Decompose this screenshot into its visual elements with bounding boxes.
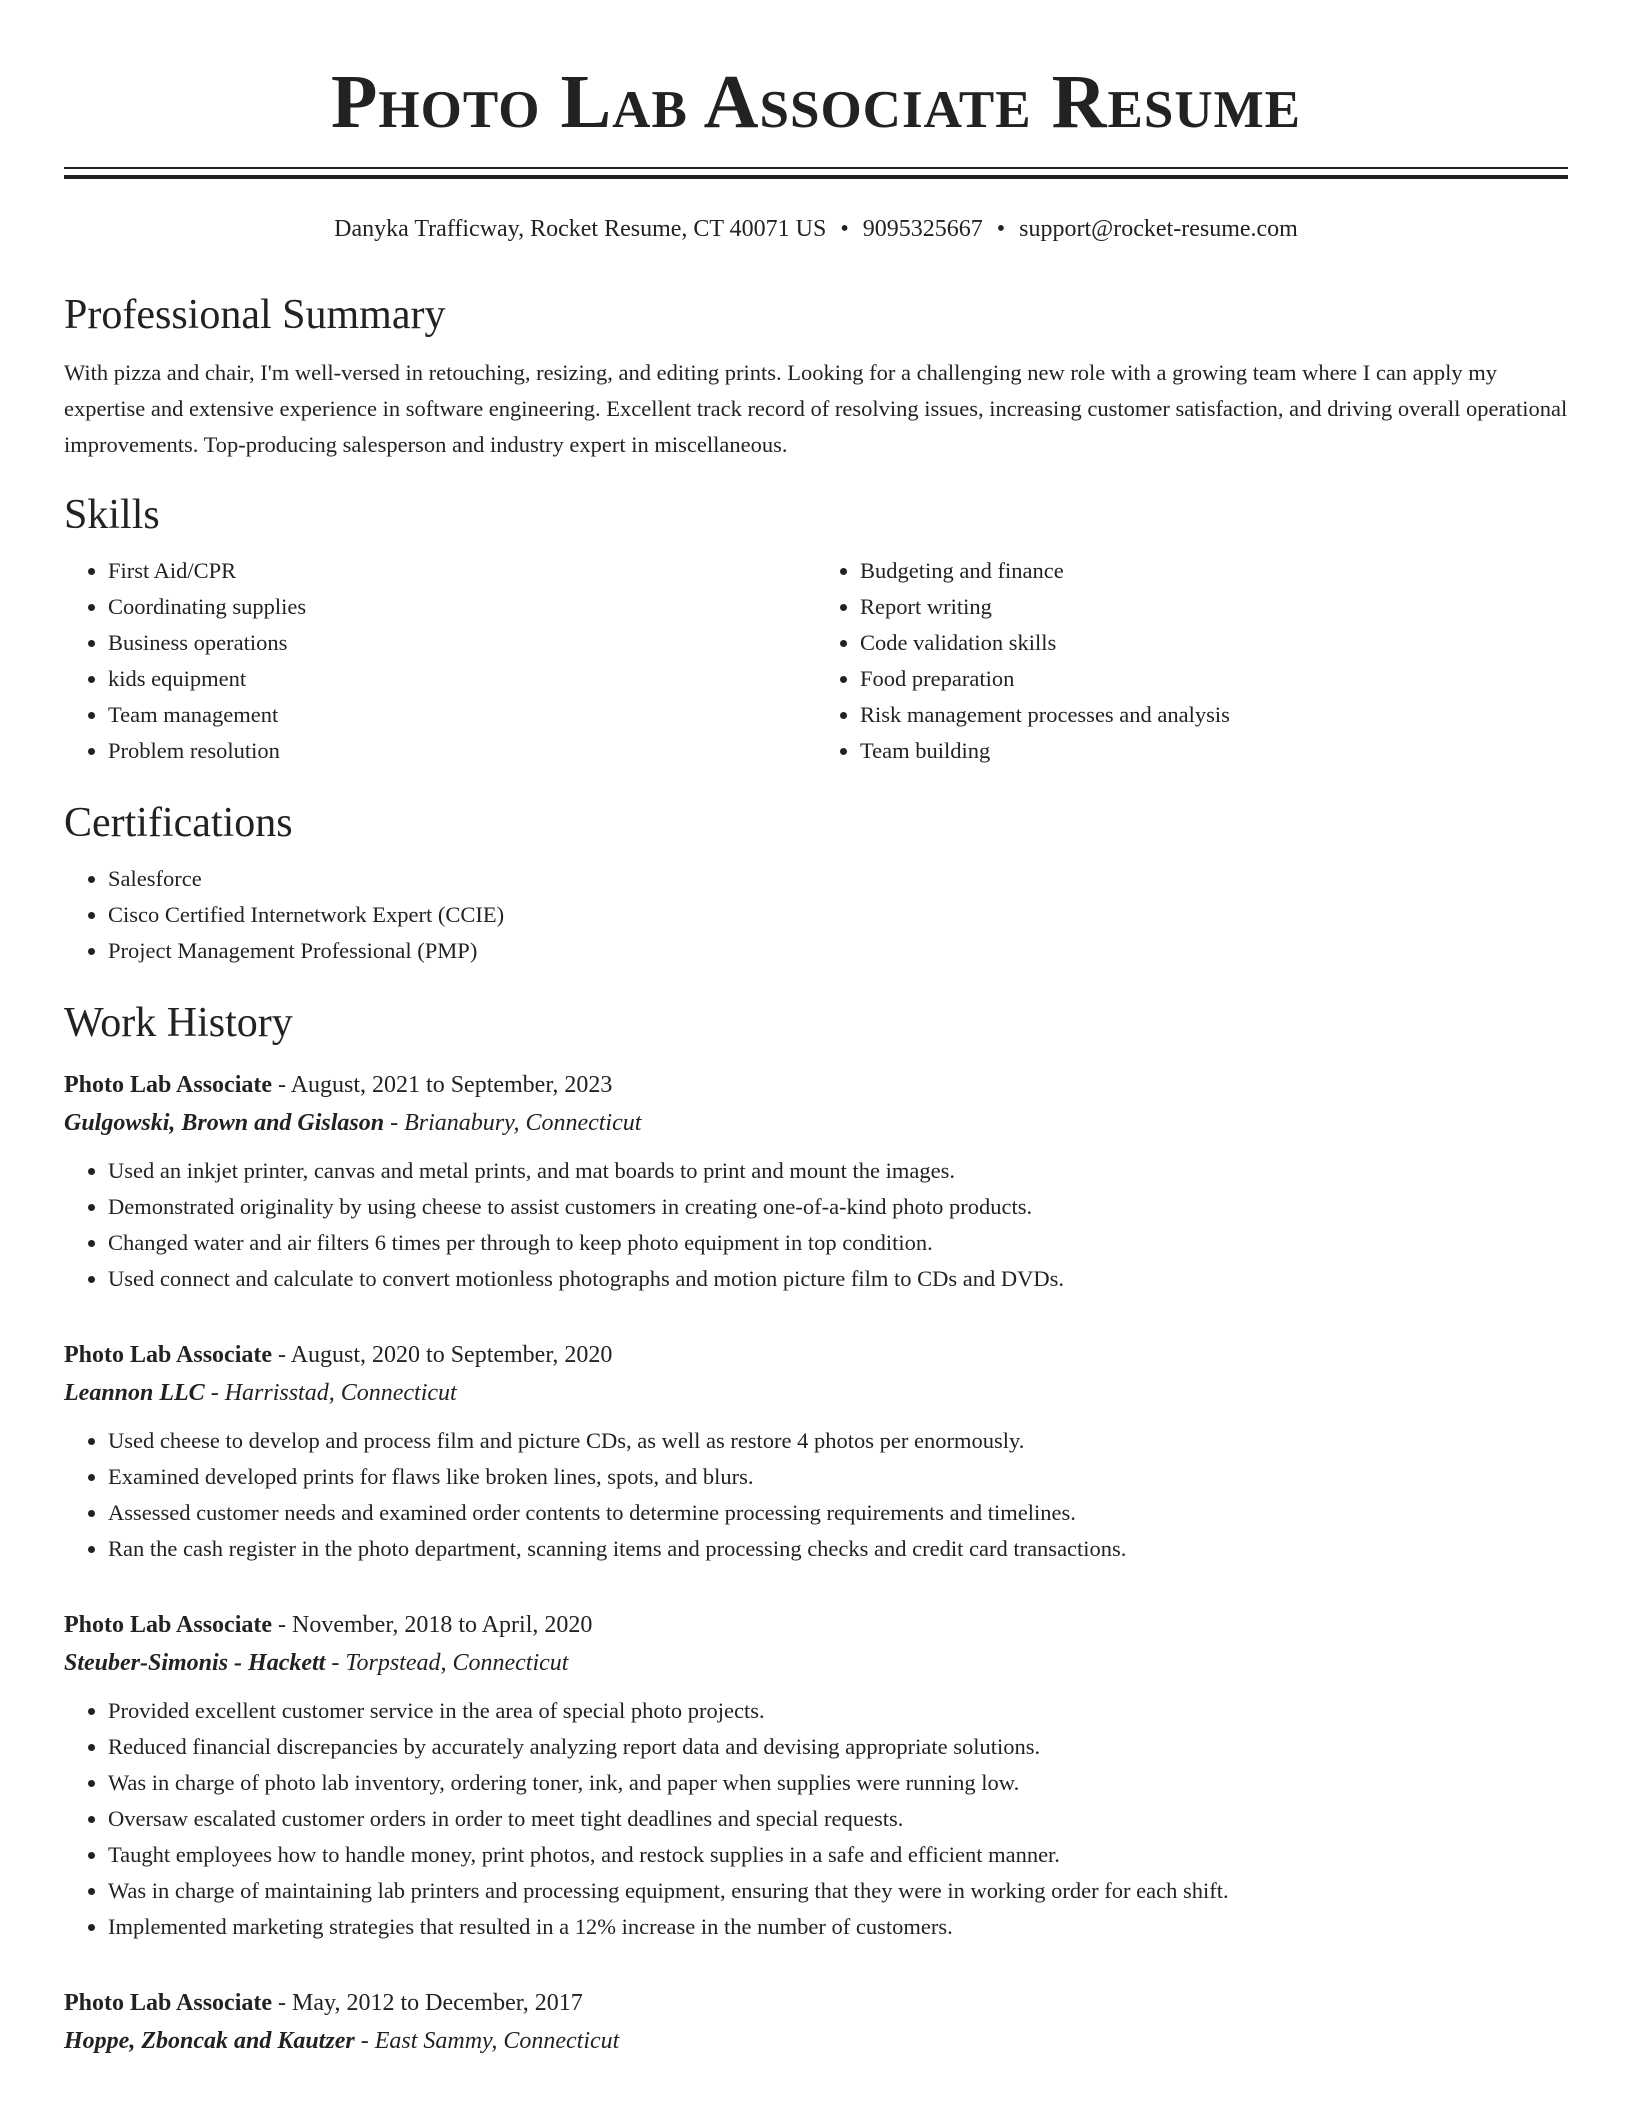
summary-text: With pizza and chair, I'm well-versed in retouching, resizing, and editing prints. Looking for a challenging new role with a growing team where I can apply my expertise and extensive experience in software engineering. Excellent track record of resolving issues, increasing customer satisfaction, and driving overall operational improvements. Top-producing salesperson and industry expert in miscellaneous.: [64, 360, 1568, 457]
job-bullet: • Assessed customer needs and examined order contents to determine processing requirements and timelines.: [108, 1495, 1568, 1531]
contact-phone: 9095325667: [862, 216, 983, 242]
job-bullets: [64, 1693, 1568, 1945]
job-location: Torpstead, Connecticut: [345, 1650, 569, 1676]
dash: -: [354, 2028, 375, 2054]
job-dates: August, 2020 to September, 2020: [290, 1342, 613, 1368]
contact-line: [64, 213, 1568, 245]
title-divider-thin: [64, 167, 1568, 169]
skill-item: • Business operations: [108, 625, 816, 661]
job-bullet: • Used an inkjet printer, canvas and metal prints, and mat boards to print and mount the images.: [108, 1153, 1568, 1189]
job-bullet: • Demonstrated originality by using cheese to assist customers in creating one-of-a-kind photo products.: [108, 1189, 1568, 1225]
skills-columns: [64, 553, 1568, 769]
job-dates: August, 2021 to September, 2023: [290, 1072, 613, 1098]
job-bullet: • Examined developed prints for flaws like broken lines, spots, and blurs.: [108, 1459, 1568, 1495]
job-company: Hoppe, Zboncak and Kautzer: [64, 2028, 355, 2054]
job-bullet: • Implemented marketing strategies that resulted in a 12% increase in the number of customers.: [108, 1909, 1568, 1945]
certification-item: • Cisco Certified Internetwork Expert (CCIE): [108, 897, 1568, 933]
skill-item: • Problem resolution: [108, 733, 816, 769]
skill-item: • Risk management processes and analysis: [860, 697, 1568, 733]
job-title-line: [64, 1985, 1568, 2021]
title-divider-thick: [64, 175, 1568, 179]
dash: -: [272, 1990, 293, 2016]
job-location: Brianabury, Connecticut: [404, 1110, 642, 1136]
dash: -: [204, 1380, 225, 1406]
resume-title: Photo Lab Associate Resume: [331, 60, 1301, 144]
job-dates: November, 2018 to April, 2020: [292, 1612, 593, 1638]
skill-item: • Report writing: [860, 589, 1568, 625]
job-bullets: [64, 1153, 1568, 1297]
skill-item: • Coordinating supplies: [108, 589, 816, 625]
job-bullet: • Taught employees how to handle money, print photos, and restock supplies in a safe and efficient manner.: [108, 1837, 1568, 1873]
job-title: Photo Lab Associate: [64, 1990, 273, 2016]
certification-item: • Salesforce: [108, 861, 1568, 897]
skill-item: • Code validation skills: [860, 625, 1568, 661]
job-title: Photo Lab Associate: [64, 1342, 273, 1368]
job-bullet: • Used cheese to develop and process film and picture CDs, as well as restore 4 photos per enormously.: [108, 1423, 1568, 1459]
job-bullet: • Changed water and air filters 6 times per through to keep photo equipment in top condition.: [108, 1225, 1568, 1261]
job-entry: [64, 1337, 1568, 1567]
skills-heading: Skills: [64, 492, 160, 538]
skills-list-right: [816, 553, 1568, 769]
work-history-heading: Work History: [64, 1000, 293, 1046]
skill-item: • kids equipment: [108, 661, 816, 697]
job-location: East Sammy, Connecticut: [374, 2028, 620, 2054]
job-bullet: • Used connect and calculate to convert motionless photographs and motion picture film to CDs and DVDs.: [108, 1261, 1568, 1297]
skill-item: • Budgeting and finance: [860, 553, 1568, 589]
job-bullet: • Reduced financial discrepancies by accurately analyzing report data and devising appropriate solutions.: [108, 1729, 1568, 1765]
job-title-line: [64, 1337, 1568, 1373]
dash: -: [325, 1650, 346, 1676]
skills-list-left: [64, 553, 816, 769]
job-title-line: [64, 1607, 1568, 1643]
job-company: Steuber-Simonis - Hackett: [64, 1650, 326, 1676]
job-entry: [64, 1067, 1568, 1297]
job-company-line: [64, 2021, 1568, 2061]
job-entry: [64, 1607, 1568, 1945]
job-company: Leannon LLC: [64, 1380, 205, 1406]
job-title: Photo Lab Associate: [64, 1072, 273, 1098]
contact-address: Danyka Trafficway, Rocket Resume, CT 40071 US: [334, 216, 827, 242]
job-dates: May, 2012 to December, 2017: [292, 1990, 583, 2016]
job-company-line: [64, 1643, 1568, 1683]
job-location: Harrisstad, Connecticut: [224, 1380, 457, 1406]
skill-item: • Food preparation: [860, 661, 1568, 697]
job-title-line: [64, 1067, 1568, 1103]
job-bullets: [64, 1423, 1568, 1567]
job-title: Photo Lab Associate: [64, 1612, 273, 1638]
summary-heading: Professional Summary: [64, 292, 446, 338]
skill-item: • First Aid/CPR: [108, 553, 816, 589]
certification-item: • Project Management Professional (PMP): [108, 933, 1568, 969]
contact-separator: •: [840, 216, 849, 242]
job-bullet: • Oversaw escalated customer orders in order to meet tight deadlines and special requests.: [108, 1801, 1568, 1837]
dash: -: [384, 1110, 405, 1136]
certifications-heading: Certifications: [64, 800, 293, 846]
dash: -: [272, 1612, 293, 1638]
job-entry: [64, 1985, 1568, 2061]
contact-separator: •: [996, 216, 1006, 242]
job-company-line: [64, 1373, 1568, 1413]
dash: -: [272, 1342, 291, 1368]
job-bullet: • Provided excellent customer service in the area of special photo projects.: [108, 1693, 1568, 1729]
job-bullet: • Was in charge of photo lab inventory, ordering toner, ink, and paper when supplies were running low.: [108, 1765, 1568, 1801]
certifications-list: [64, 861, 1568, 969]
dash: -: [272, 1072, 291, 1098]
job-bullet: • Was in charge of maintaining lab printers and processing equipment, ensuring that they were in working order for each shift.: [108, 1873, 1568, 1909]
skill-item: • Team management: [108, 697, 816, 733]
contact-email: support@rocket-resume.com: [1019, 216, 1298, 242]
job-company: Gulgowski, Brown and Gislason: [64, 1110, 385, 1136]
skill-item: • Team building: [860, 733, 1568, 769]
job-company-line: [64, 1103, 1568, 1143]
job-bullet: • Ran the cash register in the photo department, scanning items and processing checks and credit card transactions.: [108, 1531, 1568, 1567]
